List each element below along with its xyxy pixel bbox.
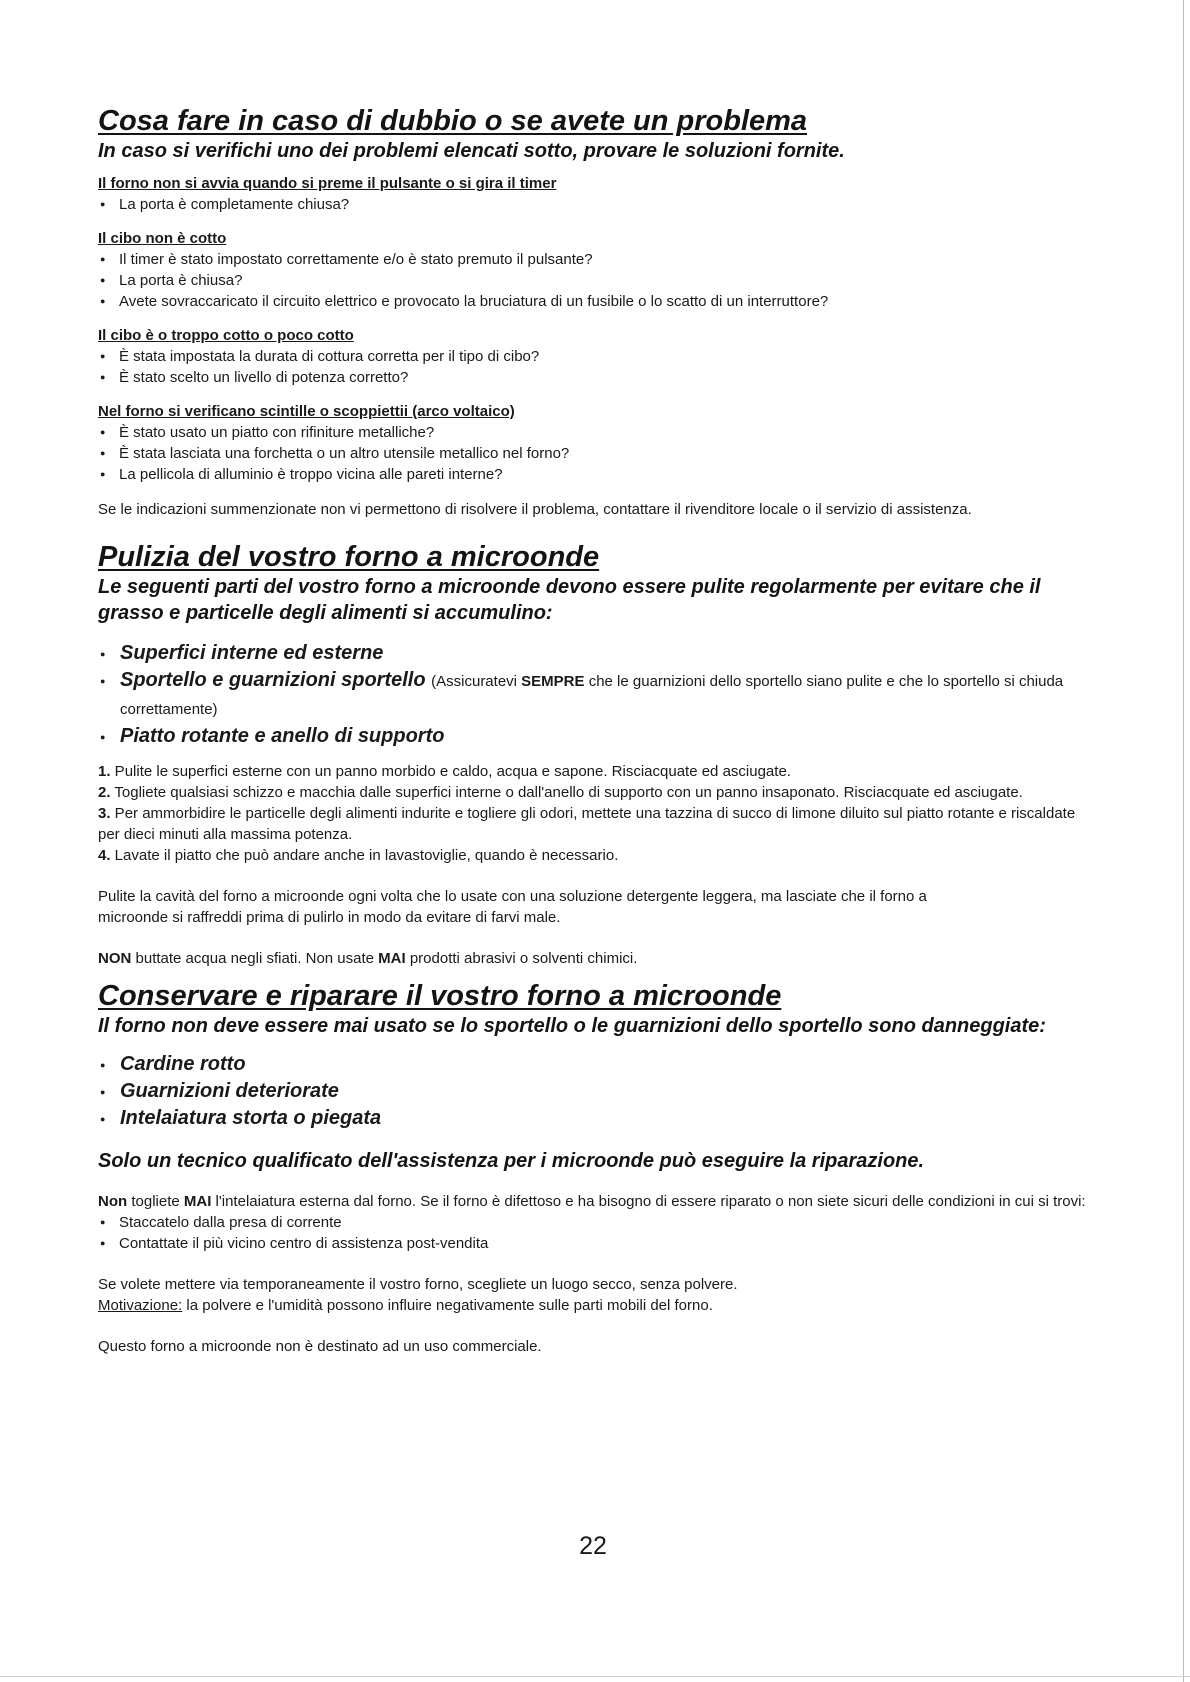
repair-emphasis: MAI bbox=[183, 1193, 212, 1210]
repair-text bbox=[98, 1191, 1088, 1212]
storage-text: Se volete mettere via temporaneamente il vostro forno, scegliete un luogo secco, senza polvere. bbox=[98, 1276, 738, 1293]
problem-heading: Nel forno si verificano scintille o scoppiettii (arco voltaico) bbox=[98, 403, 515, 420]
manual-page bbox=[98, 104, 1088, 1560]
warning-text: buttate acqua negli sfiati. Non usate bbox=[131, 950, 379, 967]
list-item: ● Superfici interne ed esterne bbox=[98, 640, 1088, 667]
cleaning-parts-list bbox=[98, 640, 1088, 750]
problem-group bbox=[98, 229, 1088, 312]
cleaning-title: Pulizia del vostro forno a microonde bbox=[98, 541, 600, 573]
note-text: che le guarnizioni dello sportello siano pulite e che lo sportello si chiuda correttamente) bbox=[120, 673, 1064, 718]
list-item: ● È stato scelto un livello di potenza corretto? bbox=[98, 367, 1088, 388]
list-item: ● La pellicola di alluminio è troppo vicina alle pareti interne? bbox=[98, 464, 1088, 485]
step-item bbox=[98, 803, 1088, 845]
problem-group bbox=[98, 326, 1088, 388]
step-item bbox=[98, 782, 1088, 803]
warning-text: prodotti abrasivi o solventi chimici. bbox=[405, 950, 638, 967]
problem-heading: Il forno non si avvia quando si preme il pulsante o si gira il timer bbox=[98, 175, 557, 192]
problem-heading: Il cibo non è cotto bbox=[98, 230, 227, 247]
step-text: Lavate il piatto che può andare anche in lavastoviglie, quando è necessario. bbox=[110, 847, 619, 864]
repair-actions bbox=[98, 1212, 1088, 1254]
commercial-note: Questo forno a microonde non è destinato ad un uso commerciale. bbox=[98, 1338, 542, 1355]
repair-text-part: togliete bbox=[127, 1193, 184, 1210]
problem-heading: Il cibo è o troppo cotto o poco cotto bbox=[98, 327, 354, 344]
step-text: Per ammorbidire le particelle degli alimenti indurite e togliere gli odori, mettete una tazzina di succo di limone diluito sul piatto rotante e riscaldate per dieci minuti alla massima potenza. bbox=[98, 805, 1076, 843]
note-text: (Assicuratevi bbox=[431, 673, 522, 690]
step-number: 1. bbox=[98, 763, 111, 780]
list-item: ● È stato usato un piatto con rifiniture metalliche? bbox=[98, 422, 1088, 443]
troubleshooting-closing: Se le indicazioni summenzionate non vi permettono di risolvere il problema, contattare il rivenditore locale o il servizio di assistenza. bbox=[98, 501, 972, 518]
troubleshooting-title: Cosa fare in caso di dubbio o se avete un problema bbox=[98, 105, 808, 137]
step-text: Togliete qualsiasi schizzo e macchia dalle superfici interne o dall'anello di supporto con un panno insaponato. Risciacquate ed asciugate. bbox=[110, 784, 1023, 801]
cleaning-subtitle: Le seguenti parti del vostro forno a microonde devono essere pulite regolarmente per evitare che il grasso e particelle degli alimenti si accumulino: bbox=[98, 576, 1041, 624]
storage-subtitle: Il forno non deve essere mai usato se lo sportello o le guarnizioni dello sportello sono danneggiate: bbox=[98, 1015, 1046, 1037]
cavity-text: Pulite la cavità del forno a microonde ogni volta che lo usate con una soluzione detergente leggera, ma lasciate che il forno a bbox=[98, 888, 927, 905]
step-number: 3. bbox=[98, 805, 111, 822]
vent-warning bbox=[98, 948, 1088, 969]
reason-text bbox=[98, 1295, 1088, 1316]
step-item bbox=[98, 761, 1088, 782]
list-item: ● Avete sovraccaricato il circuito elettrico e provocato la bruciatura di un fusibile o lo scatto di un interruttore? bbox=[98, 291, 1088, 312]
step-number: 2. bbox=[98, 784, 111, 801]
cavity-text-cont: microonde si raffreddi prima di pulirlo in modo da evitare di farvi male. bbox=[98, 909, 561, 926]
note-emphasis: SEMPRE bbox=[521, 673, 585, 690]
scan-edge-right bbox=[1183, 0, 1184, 1682]
list-item: ● Il timer è stato impostato correttamente e/o è stato premuto il pulsante? bbox=[98, 249, 1088, 270]
repair-emphasis: Non bbox=[98, 1193, 128, 1210]
storage-title: Conservare e riparare il vostro forno a microonde bbox=[98, 980, 782, 1012]
list-item: ● Guarnizioni deteriorate bbox=[98, 1078, 1088, 1105]
technician-note: Solo un tecnico qualificato dell'assistenza per i microonde può eseguire la riparazione. bbox=[98, 1150, 925, 1172]
list-item: ● Intelaiatura storta o piegata bbox=[98, 1105, 1088, 1132]
warning-emphasis: NON bbox=[98, 950, 132, 967]
page-number: 22 bbox=[579, 1532, 607, 1560]
repair-text-part: l'intelaiatura esterna dal forno. Se il forno è difettoso e ha bisogno di essere riparato o non siete sicuri delle condizioni in cui si trovi: bbox=[211, 1193, 1086, 1210]
part-label: Sportello e guarnizioni sportello bbox=[120, 669, 426, 691]
list-item: ● La porta è chiusa? bbox=[98, 270, 1088, 291]
step-item bbox=[98, 845, 1088, 866]
list-item bbox=[98, 667, 1088, 723]
list-item: ● Contattate il più vicino centro di assistenza post-vendita bbox=[98, 1233, 1088, 1254]
list-item: ● La porta è completamente chiusa? bbox=[98, 194, 1088, 215]
damage-list bbox=[98, 1051, 1088, 1132]
cleaning-steps bbox=[98, 761, 1088, 866]
list-item: ● È stata lasciata una forchetta o un altro utensile metallico nel forno? bbox=[98, 443, 1088, 464]
list-item: ● Cardine rotto bbox=[98, 1051, 1088, 1078]
warning-emphasis: MAI bbox=[378, 950, 406, 967]
list-item: ● È stata impostata la durata di cottura corretta per il tipo di cibo? bbox=[98, 346, 1088, 367]
list-item: ● Piatto rotante e anello di supporto bbox=[98, 723, 1088, 750]
scan-edge-bottom bbox=[0, 1676, 1190, 1677]
step-text: Pulite le superfici esterne con un panno morbido e caldo, acqua e sapone. Risciacquate ed asciugate. bbox=[110, 763, 791, 780]
reason-body: la polvere e l'umidità possono influire negativamente sulle parti mobili del forno. bbox=[182, 1297, 713, 1314]
problem-group bbox=[98, 174, 1088, 215]
list-item: ● Staccatelo dalla presa di corrente bbox=[98, 1212, 1088, 1233]
troubleshooting-subtitle: In caso si verifichi uno dei problemi elencati sotto, provare le soluzioni fornite. bbox=[98, 140, 845, 162]
step-number: 4. bbox=[98, 847, 111, 864]
reason-label: Motivazione: bbox=[98, 1297, 183, 1314]
problem-group bbox=[98, 402, 1088, 485]
